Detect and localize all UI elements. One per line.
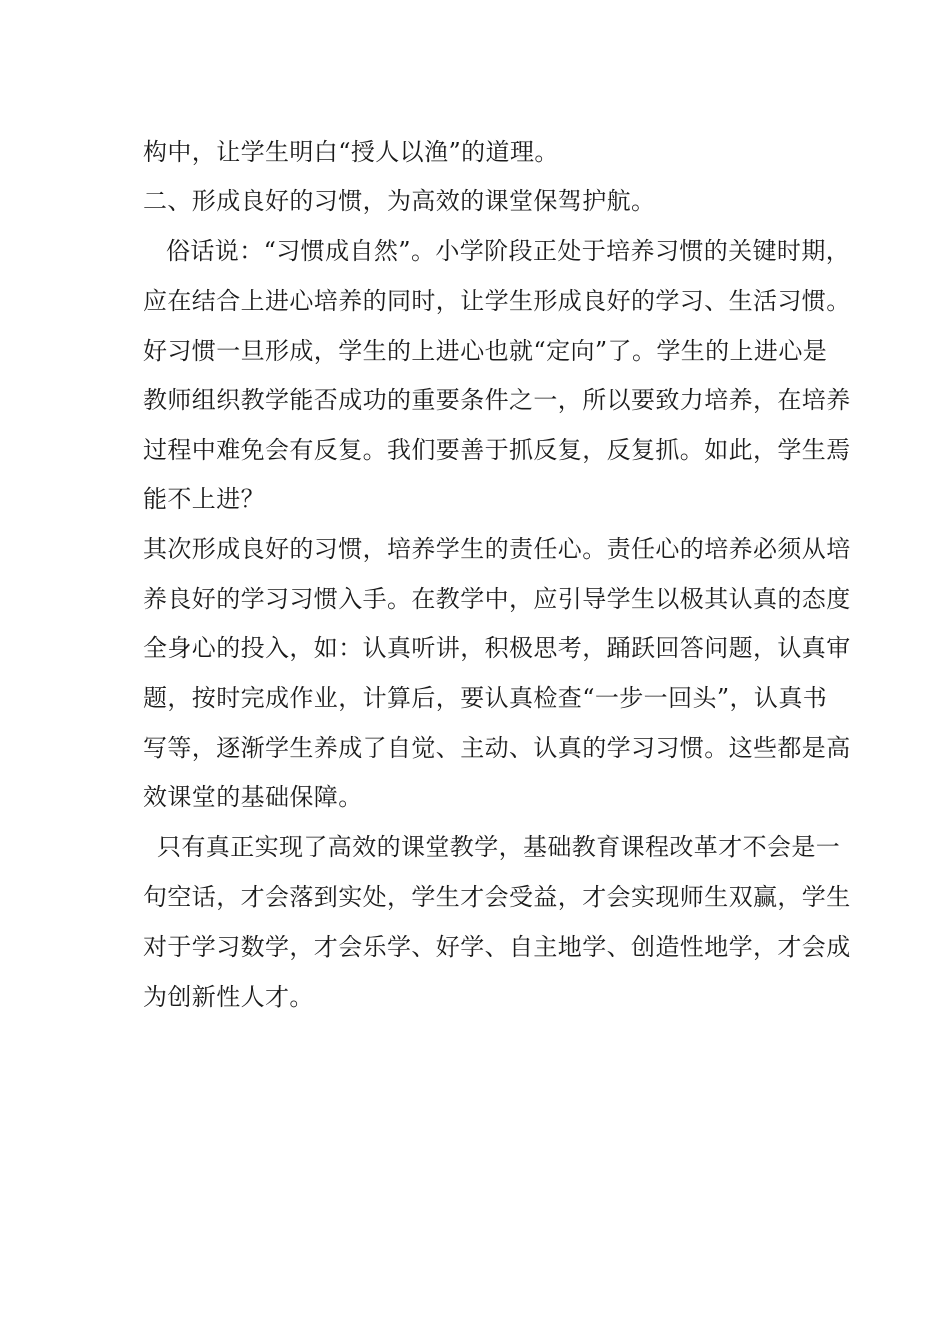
text-line: 俗话说：“习惯成自然”。小学阶段正处于培养习惯的关键时期，	[166, 237, 851, 265]
text-line: 只有真正实现了高效的课堂教学，基础教育课程改革才不会是一	[157, 833, 841, 861]
text-line: 好习惯一旦形成，学生的上进心也就“定向”了。学生的上进心是	[143, 337, 828, 365]
text-line: 为创新性人才。	[143, 983, 314, 1011]
text-line: 构中，让学生明白“授人以渔”的道理。	[143, 138, 559, 166]
text-line: 教师组织教学能否成功的重要条件之一，所以要致力培养，在培养	[143, 386, 851, 414]
text-line: 其次形成良好的习惯，培养学生的责任心。责任心的培养必须从培	[143, 535, 851, 563]
text-line: 全身心的投入，如：认真听讲，积极思考，踊跃回答问题，认真审	[143, 634, 851, 662]
text-line: 过程中难免会有反复。我们要善于抓反复，反复抓。如此，学生焉	[143, 436, 851, 464]
text-line: 能不上进？	[143, 485, 265, 513]
text-line: 效课堂的基础保障。	[143, 783, 363, 811]
text-line: 写等，逐渐学生养成了自觉、主动、认真的学习习惯。这些都是高	[143, 734, 851, 762]
text-line: 应在结合上进心培养的同时，让学生形成良好的学习、生活习惯。	[143, 287, 851, 315]
text-line: 题，按时完成作业，计算后，要认真检查“一步一回头”，认真书	[143, 684, 828, 712]
text-line: 养良好的学习习惯入手。在教学中，应引导学生以极其认真的态度	[143, 585, 851, 613]
section-heading: 二、形成良好的习惯，为高效的课堂保驾护航。	[143, 187, 656, 215]
text-line: 对于学习数学，才会乐学、好学、自主地学、创造性地学，才会成	[143, 933, 851, 961]
text-line: 句空话，才会落到实处，学生才会受益，才会实现师生双赢，学生	[143, 883, 851, 911]
